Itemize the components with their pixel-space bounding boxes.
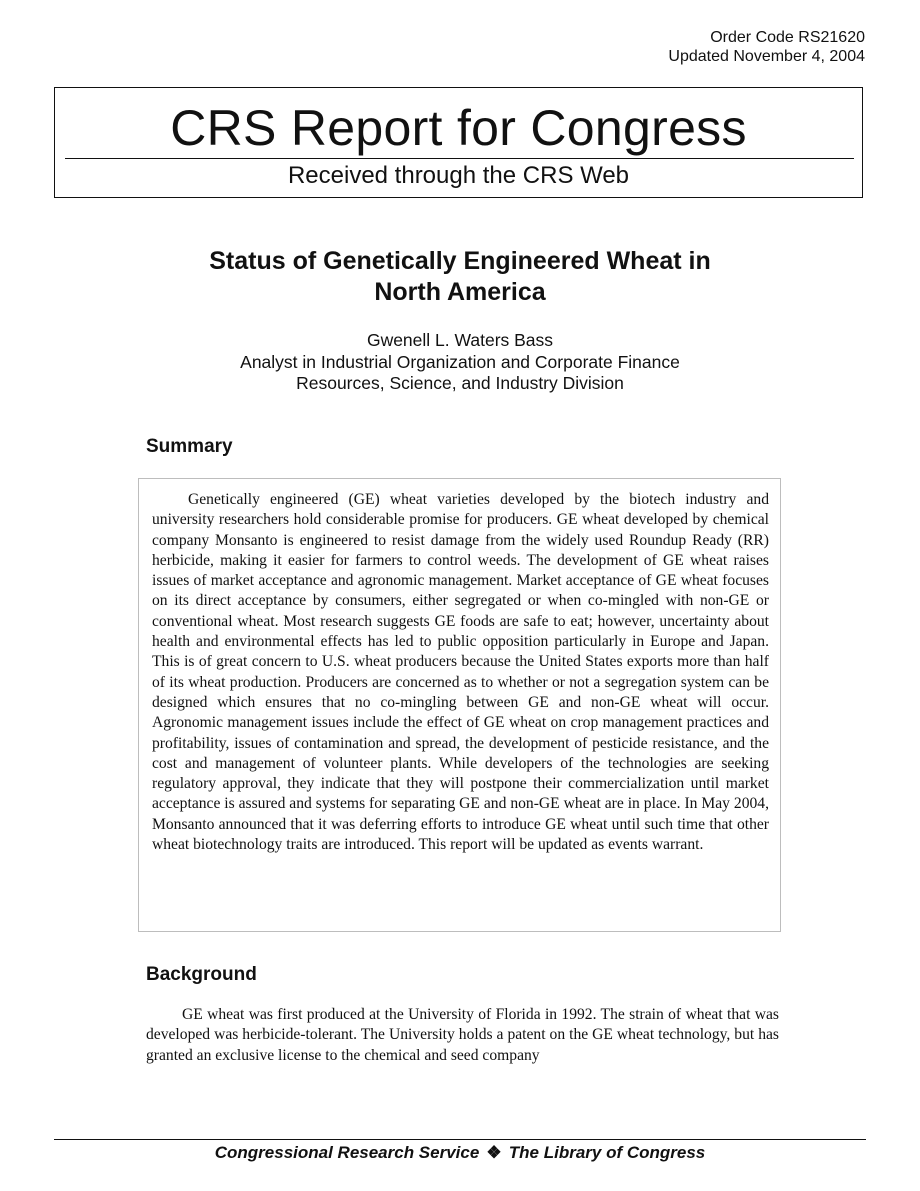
author-block	[140, 330, 780, 395]
report-banner	[54, 87, 863, 198]
report-title-line-2: North America	[374, 278, 546, 306]
summary-heading: Summary	[146, 436, 233, 457]
background-heading: Background	[146, 964, 257, 985]
banner-divider	[65, 158, 854, 159]
summary-text: Genetically engineered (GE) wheat varieties developed by the biotech industry and university researchers hold considerable promise for producers. GE wheat developed by chemical company Monsanto is engineered to resist damage from the widely used Roundup Ready (RR) herbicide, making it easier for farmers to control weeds. The development of GE wheat raises issues of market acceptance and agronomic management. Market acceptance of GE wheat focuses on its direct acceptance by consumers, either segregated or when co-mingled with non-GE or conventional wheat. Most research suggests GE foods are safe to eat; however, uncertainty about health and environmental effects has led to public opposition particularly in Europe and Japan. This is of great concern to U.S. wheat producers because the United States exports more than half of its wheat production. Producers are concerned as to whether or not a segregation system can be designed which ensures that no co-mingling between GE and non-GE wheat will occur. Agronomic management issues include the effect of GE wheat on crop management practices and profitability, issues of contamination and spread, the development of pesticide resistance, and the cost and management of volunteer plants. While developers of the technologies are seeking regulatory approval, they indicate that they will postpone their commercialization until market acceptance is assured and systems for separating GE and non-GE wheat are in place. In May 2004, Monsanto announced that it was deferring efforts to introduce GE wheat until such time that other wheat biotechnology traits are introduced. This report will be updated as events warrant.	[152, 491, 769, 854]
summary-box	[138, 478, 781, 932]
report-title	[140, 246, 780, 308]
updated-date: Updated November 4, 2004	[668, 48, 865, 65]
author-name: Gwenell L. Waters Bass	[366, 330, 554, 350]
order-code: Order Code RS21620	[710, 29, 865, 46]
footer-divider	[54, 1139, 866, 1140]
four-petal-diamond-icon: ❖	[486, 1143, 502, 1162]
banner-subtitle: Received through the CRS Web	[287, 162, 630, 189]
background-text: GE wheat was first produced at the University of Florida in 1992. The strain of wheat that was developed was herbicide-tolerant. The University holds a patent on the GE wheat technology, but has granted an exclusive license to the chemical and seed company	[146, 1006, 779, 1064]
report-title-line-1: Status of Genetically Engineered Wheat in	[209, 247, 711, 275]
author-position: Analyst in Industrial Organization and Corporate Finance	[240, 351, 680, 372]
banner-title: CRS Report for Congress	[170, 100, 747, 156]
footer-organization: Congressional Research Service	[214, 1143, 480, 1162]
author-division: Resources, Science, and Industry Division	[296, 373, 624, 393]
order-info	[668, 28, 865, 66]
footer	[0, 1142, 920, 1164]
footer-library: The Library of Congress	[508, 1143, 706, 1162]
